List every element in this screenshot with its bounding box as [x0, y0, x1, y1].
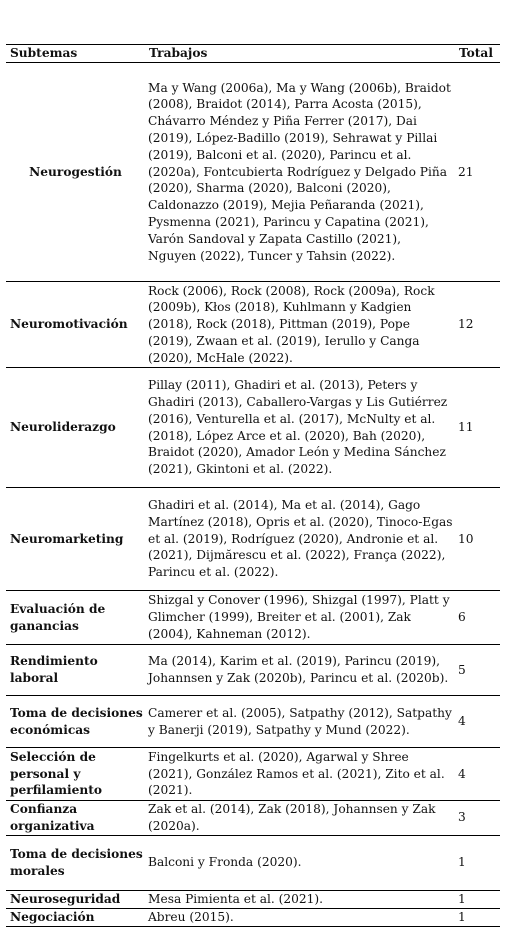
- total-cell: 1: [455, 890, 500, 908]
- works-cell: Pillay (2011), Ghadiri et al. (2013), Peters y Ghadiri (2013), Caballero-Vargas y Lis Gutiérrez (2016), Venturella et al. (2017), McNulty et al. (2018), López Arce et al. (2020), Bah (2020), Braidot (2020), Amador León y Medina Sánchez (2021), Gkintoni et al. (2022).: [145, 368, 455, 488]
- subtopic-cell: Negociación: [6, 908, 145, 926]
- total-cell: 10: [455, 488, 500, 591]
- table-row: [6, 488, 500, 591]
- total-cell: 3: [455, 801, 500, 836]
- table-row: [6, 908, 500, 926]
- total-cell: 12: [455, 282, 500, 368]
- header-works: Trabajos: [145, 45, 455, 63]
- subtopic-cell: Neuromotivación: [6, 282, 145, 368]
- works-cell: Ghadiri et al. (2014), Ma et al. (2014), Gago Martínez (2018), Opris et al. (2020), Tinoco-Egas et al. (2019), Rodríguez (2020), Andronie et al. (2021), Dijmărescu et al. (2022), França (2022), Parincu et al. (2022).: [145, 488, 455, 591]
- subtopic-cell: Rendimiento laboral: [6, 645, 145, 696]
- works-cell: Fingelkurts et al. (2020), Agarwal y Shree (2021), González Ramos et al. (2021), Zito et al. (2021).: [145, 748, 455, 801]
- total-cell: 1: [455, 835, 500, 890]
- total-cell: 1: [455, 908, 500, 926]
- works-cell: Shizgal y Conover (1996), Shizgal (1997), Platt y Glimcher (1999), Breiter et al. (2001), Zak (2004), Kahneman (2012).: [145, 591, 455, 645]
- subtopic-cell: Neuroseguridad: [6, 890, 145, 908]
- total-cell: 6: [455, 591, 500, 645]
- subtopic-cell: Confianza organizativa: [6, 801, 145, 836]
- header-total: Total: [455, 45, 500, 63]
- subtopic-cell: Evaluación de ganancias: [6, 591, 145, 645]
- table-row: [6, 63, 500, 282]
- subtopic-cell: Toma de decisiones económicas: [6, 696, 145, 748]
- subtopic-cell: Toma de decisiones morales: [6, 835, 145, 890]
- works-cell: Rock (2006), Rock (2008), Rock (2009a), Rock (2009b), Kłos (2018), Kuhlmann y Kadgien (2018), Rock (2018), Pittman (2019), Pope (2019), Zwaan et al. (2019), Ierullo y Canga (2020), McHale (2022).: [145, 282, 455, 368]
- total-cell: 4: [455, 748, 500, 801]
- works-cell: Abreu (2015).: [145, 908, 455, 926]
- header-subtopics: Subtemas: [6, 45, 145, 63]
- header-row: [6, 45, 500, 63]
- table-row: [6, 801, 500, 836]
- subtopic-cell: Neuromarketing: [6, 488, 145, 591]
- table-row: [6, 591, 500, 645]
- total-cell: 21: [455, 63, 500, 282]
- table-row: [6, 890, 500, 908]
- table-row: [6, 368, 500, 488]
- works-cell: Balconi y Fronda (2020).: [145, 835, 455, 890]
- subtopic-cell: Selección de personal y perfilamiento: [6, 748, 145, 801]
- table-row: [6, 282, 500, 368]
- table-row: [6, 696, 500, 748]
- table-row: [6, 645, 500, 696]
- total-cell: 11: [455, 368, 500, 488]
- subtopic-cell: Neurogestión: [6, 63, 145, 282]
- subtopic-cell: Neuroliderazgo: [6, 368, 145, 488]
- works-cell: Ma y Wang (2006a), Ma y Wang (2006b), Braidot (2008), Braidot (2014), Parra Acosta (2015), Chávarro Méndez y Piña Ferrer (2017), Dai (2019), López-Badillo (2019), Sehrawat y Pillai (2019), Balconi et al. (2020), Parincu et al. (2020a), Fontcubierta Rodríguez y Delgado Piña (2020), Sharma (2020), Balconi (2020), Caldonazzo (2019), Mejia Peñaranda (2021), Pysmenna (2021), Parincu y Capatina (2021), Varón Sandoval y Zapata Castillo (2021), Nguyen (2022), Tuncer y Tahsin (2022).: [145, 63, 455, 282]
- table-row: [6, 835, 500, 890]
- subtopics-table: [6, 44, 500, 927]
- table-row: [6, 748, 500, 801]
- total-cell: 5: [455, 645, 500, 696]
- works-cell: Zak et al. (2014), Zak (2018), Johannsen y Zak (2020a).: [145, 801, 455, 836]
- works-cell: Camerer et al. (2005), Satpathy (2012), Satpathy y Banerji (2019), Satpathy y Mund (2022).: [145, 696, 455, 748]
- works-cell: Mesa Pimienta et al. (2021).: [145, 890, 455, 908]
- works-cell: Ma (2014), Karim et al. (2019), Parincu (2019), Johannsen y Zak (2020b), Parincu et al. (2020b).: [145, 645, 455, 696]
- total-cell: 4: [455, 696, 500, 748]
